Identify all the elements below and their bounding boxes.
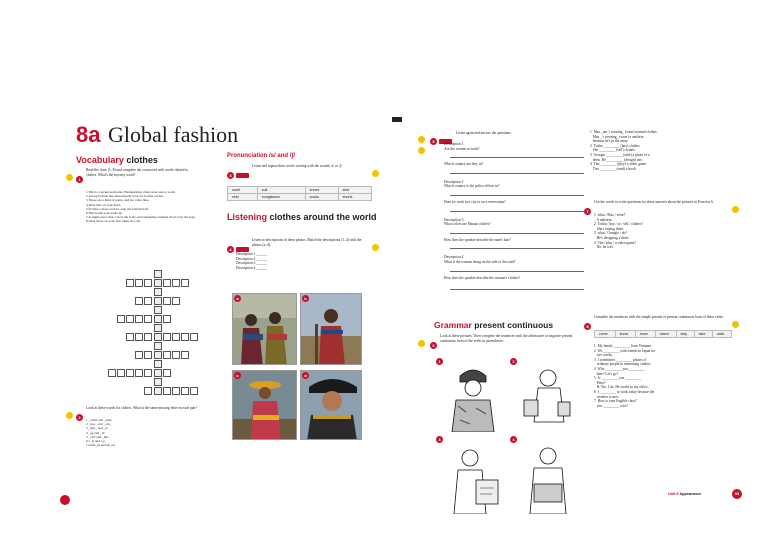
crossword-cell[interactable] xyxy=(154,342,162,350)
ex2-item-5: 5 _carf and _hirt xyxy=(86,434,109,439)
crossword-cell[interactable] xyxy=(117,315,125,323)
photo-b-label: b xyxy=(302,295,309,302)
q7-answer-line[interactable] xyxy=(450,268,584,272)
ex7-instruction: Use the words to write questions for these answers about the pictures in Exercise 6. xyxy=(594,200,714,204)
ex8-line-7: here? Let's go! xyxy=(594,371,618,376)
crossword-cell[interactable] xyxy=(163,279,171,287)
unit-number: 8a xyxy=(76,122,101,147)
picture-1 xyxy=(436,358,506,433)
crossword-cell[interactable] xyxy=(163,297,171,305)
pron-word: scarf xyxy=(228,187,258,194)
ex8-line-12: weather is nice. xyxy=(594,394,620,399)
ex8-line-13: 7 How is your English class? xyxy=(594,399,637,404)
picture-2 xyxy=(510,358,580,433)
verb-take: take xyxy=(694,331,712,338)
photo-d xyxy=(300,370,362,440)
ex8-line-4: 3 I sometimes _________ photos of xyxy=(594,357,647,362)
ex8-line-8: 5 A: _________ you _________ xyxy=(594,376,642,381)
pron-word: skirt xyxy=(338,187,371,194)
ex2-item-6: 6 c_at and t_p xyxy=(86,439,106,444)
ex8-line-11: 6 I _________ to work today because the xyxy=(594,389,655,394)
ex2-item-1: 1 _acket and _eans xyxy=(86,418,112,422)
vocab-topic: clothes xyxy=(126,155,158,165)
desc2-label: Description 2 xyxy=(444,179,464,184)
listen-heading-label: Listening xyxy=(227,212,267,222)
footer-title: Appearance xyxy=(679,492,702,496)
ex8-line-5: ordinary people in interesting clothes. xyxy=(594,362,652,367)
picture-2-number: 2 xyxy=(510,358,517,365)
ex5-instruction: Listen again and answer the questions. xyxy=(456,131,512,135)
description-3: Description 3 ______ xyxy=(236,261,268,266)
ex3-instruction: Listen and repeat these words starting with the sounds /s/ or /ʃ/. xyxy=(252,164,344,168)
ex8-line-6: 4 Why _________ you _________ xyxy=(594,366,645,371)
crossword-cell[interactable] xyxy=(163,387,171,395)
photo-a xyxy=(232,293,297,365)
ex6-number: 6 xyxy=(430,334,437,352)
ex7-line-3: 2 Trisha / buy / or / sell / clothes? xyxy=(594,222,643,227)
ex8-items xyxy=(594,344,734,408)
pron-word: socks xyxy=(305,194,338,201)
q1-answer-line[interactable] xyxy=(450,154,584,158)
pron-word: suit xyxy=(257,187,305,194)
crossword-cell[interactable] xyxy=(135,333,143,341)
ex3-number: 3 xyxy=(227,164,234,182)
crossword-cell[interactable] xyxy=(154,351,162,359)
crossword-cell[interactable] xyxy=(154,315,162,323)
ex2-instruction: Look at these words for clothes. What is the same missing letter in each pair? xyxy=(86,406,198,410)
crossword-cell[interactable] xyxy=(144,297,152,305)
ex1-instruction: Read the clues (1–8) and complete the crossword with words related to clothes. What's the mystery word? xyxy=(86,168,189,177)
footer-unit: Unit 8 xyxy=(668,492,679,496)
photo-c-label: c xyxy=(234,372,241,379)
crossword-cell[interactable] xyxy=(163,315,171,323)
ex3-audio-icon[interactable] xyxy=(236,165,249,183)
ex2-badge-icon xyxy=(66,406,73,424)
crossword-cell[interactable] xyxy=(135,351,143,359)
grammar-topic: present continuous xyxy=(474,320,554,330)
crossword-grid xyxy=(102,270,212,405)
clue-3: 3 These are a kind of pants, and are often blue. xyxy=(86,198,150,203)
page-number-left-icon xyxy=(60,492,70,510)
picture-4 xyxy=(510,436,580,516)
q4-answer-line[interactable] xyxy=(450,208,584,212)
crossword-cell[interactable] xyxy=(144,351,152,359)
verb-walk: walk xyxy=(713,331,732,338)
ex8-line-2: 2 We _________ with friends in Japan for xyxy=(594,348,656,353)
ex4-badge-icon xyxy=(372,238,379,256)
vocab-heading-label: Vocabulary xyxy=(76,155,124,165)
q3-answer-line[interactable] xyxy=(450,192,584,196)
ex1-clues xyxy=(86,190,196,224)
crossword-cell[interactable] xyxy=(108,369,116,377)
ex6-line-6: 3 Georgio _________ (take) a photo of a xyxy=(590,152,650,157)
ex2-items xyxy=(86,418,196,447)
ex2-item-4: 4 _ag and _ilt xyxy=(86,430,105,435)
left-page xyxy=(62,100,392,520)
pron-word: shirt xyxy=(228,194,258,201)
pron-word: shoes xyxy=(305,187,338,194)
ex7-line-7: 4 Tim / play / a video game? xyxy=(594,240,636,245)
crossword-cell[interactable] xyxy=(190,333,198,341)
pron-word: sunglasses xyxy=(257,194,305,201)
ex4-number: 4 xyxy=(227,238,234,256)
clue-1: 1 This is a jacket and pants. Businessmen often wear one to work. xyxy=(86,190,176,194)
ex8-instruction: Complete the sentences with the simple present or present continuous form of these verbs. xyxy=(594,315,724,319)
picture-4-number: 4 xyxy=(510,436,517,443)
ex6-badge-icon xyxy=(418,334,425,352)
crossword-cell[interactable] xyxy=(154,333,162,341)
ex7-number: 7 xyxy=(584,200,591,218)
ex8-line-3: two weeks. xyxy=(594,353,613,358)
crossword-cell[interactable] xyxy=(154,279,162,287)
crossword-cell[interactable] xyxy=(154,288,162,296)
crossword-cell[interactable] xyxy=(181,279,189,287)
page-title: Global fashion xyxy=(108,122,239,147)
crossword-cell[interactable] xyxy=(135,369,143,377)
q4: Does he work in a city or on a reservation? xyxy=(444,199,506,204)
footer xyxy=(668,492,701,496)
clue-4: 4 Wear this on your head. xyxy=(86,202,121,207)
description-list xyxy=(236,252,316,270)
desc4-label: Description 4 xyxy=(444,255,464,260)
q6: How does the speaker describe the man's hair? xyxy=(444,237,512,242)
verb-come: come xyxy=(595,331,616,338)
q5-answer-line[interactable] xyxy=(450,230,584,234)
ex8-badge-icon xyxy=(732,315,739,333)
crossword-cell[interactable] xyxy=(163,351,171,359)
listen-heading xyxy=(227,212,387,222)
crossword-cell[interactable] xyxy=(154,306,162,314)
pron-word-table xyxy=(227,186,372,201)
pron-word: shorts xyxy=(338,194,371,201)
crossword-cell[interactable] xyxy=(181,333,189,341)
q5: What colors are Masaai clothes? xyxy=(444,222,491,227)
verb-stand: stand xyxy=(655,331,676,338)
ex8-line-1: 1 My family _________ from Vietnam. xyxy=(594,344,652,348)
ex1-number: 1 xyxy=(76,168,83,186)
ex6-line-1: 1 Max _are 1 wearing_ (wear) normal clothes. xyxy=(590,130,658,134)
ex8-line-10: B: Yes, I do. He works in my office. xyxy=(594,385,649,390)
ex6-line-3: because he's in the army. xyxy=(590,139,629,144)
ex6-line-4: 2 Trisha _________ (buy) clothes. xyxy=(590,143,641,148)
grammar-heading xyxy=(434,320,553,330)
crossword-cell[interactable] xyxy=(181,351,189,359)
crossword-cell[interactable] xyxy=(126,279,134,287)
pron-topic: /s/ and /ʃ/ xyxy=(269,153,296,159)
description-1: Description 1 ______ xyxy=(236,252,268,256)
clue-5: 5 It's like a dress, but it's only the bottom half. xyxy=(86,206,149,211)
page-number: 93 xyxy=(732,489,742,499)
ex2-number: 2 xyxy=(76,406,83,424)
ex5-badge2-icon xyxy=(418,141,425,159)
clue-8: 8 Wear these on your feet when it's cold. xyxy=(86,219,141,224)
description-2: Description 2 ______ xyxy=(236,256,268,261)
ex8-number: 8 xyxy=(584,315,591,333)
crossword-cell[interactable] xyxy=(126,333,134,341)
crossword-cell[interactable] xyxy=(154,270,162,278)
photo-b xyxy=(300,293,362,365)
crossword-cell[interactable] xyxy=(144,369,152,377)
crossword-cell[interactable] xyxy=(126,315,134,323)
ex2-item-3: 3 _shir_ and _ie xyxy=(86,426,108,431)
q3: Which country is the police officer in? xyxy=(444,184,500,189)
crossword-cell[interactable] xyxy=(154,378,162,386)
picture-1-number: 1 xyxy=(436,358,443,365)
ex6-line-9: Tim _________ (read) a book. xyxy=(590,166,637,171)
q7: What is the woman doing on the side of the road? xyxy=(444,259,516,264)
crossword-cell[interactable] xyxy=(172,297,180,305)
crossword-cell[interactable] xyxy=(163,333,171,341)
verb-stay: stay xyxy=(676,331,694,338)
ex5-questions xyxy=(444,142,584,294)
crossword-cell[interactable] xyxy=(135,297,143,305)
desc3-label: Description 3 xyxy=(444,217,464,222)
grammar-heading-label: Grammar xyxy=(434,320,472,330)
picture-3 xyxy=(436,436,506,516)
ex6-line-8: 4 Tim _________ (play) a video game. xyxy=(590,162,647,167)
ex6-line-7: dress. He _________ (design) one. xyxy=(590,157,643,162)
ex6-line-2: Max _'s wearing_ (wear) a uniform xyxy=(590,134,644,139)
pron-heading xyxy=(227,153,295,159)
crossword-cell[interactable] xyxy=(172,351,180,359)
clue-7: 7 A single piece that covers the body and sometimes extends down over the legs. xyxy=(86,215,196,220)
crossword-cell[interactable] xyxy=(117,369,125,377)
ex7-line-4: She's buying them. xyxy=(594,226,624,231)
q6-answer-line[interactable] xyxy=(450,245,584,249)
ex6-sentences xyxy=(590,130,740,171)
crossword-cell[interactable] xyxy=(181,387,189,395)
ex6-line-5: She _________ (sell) clothes. xyxy=(590,148,636,153)
q1: Are the women at work? xyxy=(444,146,480,151)
verb-box xyxy=(594,330,732,338)
ex6-instruction: Look at these pictures. Then complete the sentences with the affirmative or negative present continuous form of the verbs in parentheses. xyxy=(440,334,573,343)
crossword-cell[interactable] xyxy=(154,297,162,305)
pron-heading-label: Pronunciation xyxy=(227,153,268,159)
crossword-cell[interactable] xyxy=(135,315,143,323)
ex3-badge-icon xyxy=(372,164,379,182)
crossword-cell[interactable] xyxy=(172,333,180,341)
crossword-cell[interactable] xyxy=(172,387,180,395)
ex7-line-5: 3 what / Georgio / do? xyxy=(594,231,628,236)
crossword-cell[interactable] xyxy=(144,279,152,287)
clue-6: 6 This holds your pants up. xyxy=(86,211,123,216)
crossword-cell[interactable] xyxy=(144,387,152,395)
crossword-cell[interactable] xyxy=(144,333,152,341)
clue-2: 2 A long bottom that men usually wear for formal events. xyxy=(86,194,164,199)
photo-d-label: d xyxy=(302,372,309,379)
right-page xyxy=(410,100,750,520)
ex1-badge-icon xyxy=(66,168,73,186)
ex2-item-2: 2 _hoe_ and _ock_ xyxy=(86,422,112,427)
q2: Which country are they in? xyxy=(444,162,484,167)
vocab-heading xyxy=(76,155,158,165)
verb-learn: learn xyxy=(635,331,655,338)
verb-know: know xyxy=(615,331,635,338)
ex2-item-7: 7 unifo_m and sk_ew xyxy=(86,443,116,448)
ex8-line-14: you _________ a lot? xyxy=(594,403,628,408)
description-4: Description 4 ______ xyxy=(236,265,268,270)
ex4-instruction: Listen to descriptions of these photos. Match the descriptions (1–4) with the photos (a–d). xyxy=(252,238,362,247)
desc1-label: Description 1 xyxy=(444,142,464,146)
crossword-cell[interactable] xyxy=(163,369,171,377)
q2-answer-line[interactable] xyxy=(450,170,584,174)
picture-3-number: 3 xyxy=(436,436,443,443)
crossword-cell[interactable] xyxy=(190,387,198,395)
crossword-cell[interactable] xyxy=(135,279,143,287)
ex7-items xyxy=(594,213,734,250)
ex7-line-2: A uniform. xyxy=(594,217,613,222)
q8: How does the speaker describe the woman's clothes? xyxy=(444,275,520,280)
crossword-cell[interactable] xyxy=(154,387,162,395)
photo-a-label: a xyxy=(234,295,241,302)
ex8-line-9: Peter? xyxy=(594,380,606,385)
ex7-line-6: He's designing a dress. xyxy=(594,235,630,240)
crossword-cell[interactable] xyxy=(154,369,162,377)
ex7-line-1: 1 what / Max / wear? xyxy=(594,213,626,217)
crossword-cell[interactable] xyxy=(144,315,152,323)
crossword-cell[interactable] xyxy=(172,279,180,287)
ex7-line-8: No, he isn't. xyxy=(594,245,614,250)
ex5-number: 5 xyxy=(430,130,437,148)
page-marker-left xyxy=(391,117,402,122)
crossword-cell[interactable] xyxy=(154,360,162,368)
listen-topic: clothes around the world xyxy=(269,212,377,222)
crossword-cell[interactable] xyxy=(154,324,162,332)
q8-answer-line[interactable] xyxy=(450,286,584,290)
photo-c xyxy=(232,370,297,440)
crossword-cell[interactable] xyxy=(126,369,134,377)
